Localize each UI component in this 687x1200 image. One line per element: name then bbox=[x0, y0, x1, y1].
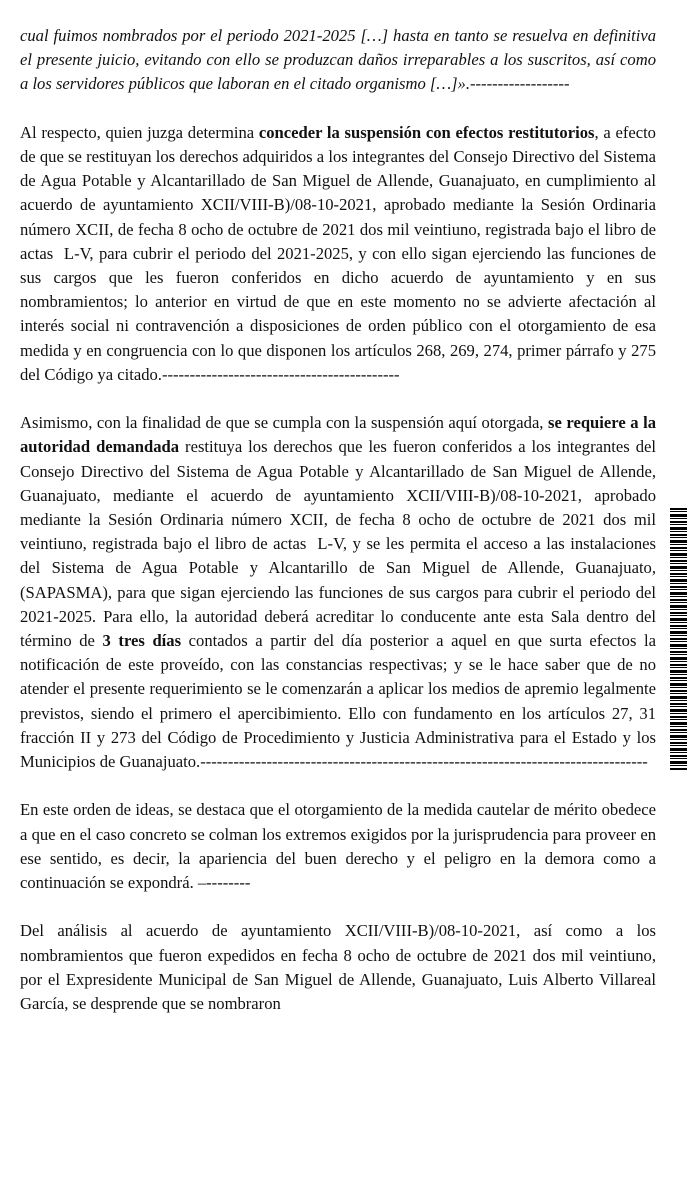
margin-barcode bbox=[670, 508, 687, 770]
paragraph-analysis bbox=[20, 919, 661, 1016]
text-run: contados a partir del día posterior a aquel en que surta efectos la notificación de este proveído, con las constancias respectivas; y se le hace saber que de no atender el presente requerimiento se le comenzarán a aplicar los medios de apremio legalmente previstos, siendo el primero el apercibimiento. Ello con fundamento en los artículos 27, 31 fracción II y 273 del Código de Procedimiento y Justicia Administrativa para el Estado y los Municipios de Guanajuato.--------------------------------------------------------------------------------- bbox=[20, 631, 661, 772]
text-run: restituya los derechos que les fueron conferidos a los integrantes del Consejo Directivo del Sistema de Agua Potable y Alcantarillado de San Miguel de Allende, Guanajuato, mediante el acuerdo de ayuntamiento XCII/VIII-B)/08-10-2021, aprobado mediante la Sesión Ordinaria número XCII, de fecha 8 ocho de octubre de 2021 dos mil veintiuno, registrada bajo el libro de actas L-V, y se les permita el acceso a las instalaciones del Sistema de Agua Potable y Alcantarillo de San Miguel de Allende, Guanajuato, (SAPASMA), para que sigan ejerciendo las funciones de sus cargos para cubrir el periodo del 2021-2025. Para ello, la autoridad deberá acreditar lo conducente ante esta Sala dentro del término de bbox=[20, 437, 661, 651]
text-run: , a efecto de que se restituyan los derechos adquiridos a los integrantes del Consejo Directivo del Sistema de Agua Potable y Alcantarillado de San Miguel de Allende, Guanajuato, en cumplimiento al acuerdo de ayuntamiento XCII/VIII-B)/08-10-2021, aprobado mediante la Sesión Ordinaria número XCII, de fecha 8 ocho de octubre de 2021 dos mil veintiuno, registrada bajo el libro de actas L-V, para cubrir el periodo del 2021-2025, y con ello sigan ejerciendo las funciones de sus cargos que les fueron conferidos en dicho acuerdo de ayuntamiento y en sus nombramientos; lo anterior en virtud de que en este momento no se advierte afectación al interés social ni contravención a disposiciones de orden público con el otorgamiento de esa medida y en congruencia con lo que disponen los artículos 268, 269, 274, primer párrafo y 275 del Código ya citado.------------------------------------------- bbox=[20, 122, 661, 384]
bold-text-run: conceder la suspensión con efectos restitutorios bbox=[258, 122, 595, 142]
bold-text-run: se requiere a la autoridad demandada bbox=[20, 413, 661, 457]
paragraph-suspension-granted bbox=[20, 121, 661, 387]
text-run: Asimismo, con la finalidad de que se cumpla con la suspensión aquí otorgada, bbox=[20, 413, 549, 433]
bold-text-run: 3 tres días bbox=[102, 631, 182, 651]
paragraph-authority-required bbox=[20, 411, 661, 774]
paragraph-precautionary-measure bbox=[20, 798, 661, 895]
text-run: cual fuimos nombrados por el periodo 2021-2025 […] hasta en tanto se resuelva en definitiva el presente juicio, evitando con ello se produzcan daños irreparables a los suscritos, así como a los servidores públicos que laboran en el citado organismo […]».------------------ bbox=[20, 26, 661, 94]
document-page bbox=[20, 24, 661, 1040]
text-run: En este orden de ideas, se destaca que el otorgamiento de la medida cautelar de mérito obedece a que en el caso concreto se colman los extremos exigidos por la jurisprudencia para proveer en ese sentido, es decir, la apariencia del buen derecho y el peligro en la demora como a continuación se expondrá. –-------- bbox=[20, 800, 661, 893]
text-run: Al respecto, quien juzga determina bbox=[20, 122, 259, 142]
text-run: Del análisis al acuerdo de ayuntamiento XCII/VIII-B)/08-10-2021, así como a los nombramientos que fueron expedidos en fecha 8 ocho de octubre de 2021 dos mil veintiuno, por el Expresidente Municipal de San Miguel de Allende, Guanajuato, Luis Alberto Villareal García, se desprende que se nombraron bbox=[20, 921, 661, 1014]
paragraph-quote-ending bbox=[20, 24, 661, 97]
